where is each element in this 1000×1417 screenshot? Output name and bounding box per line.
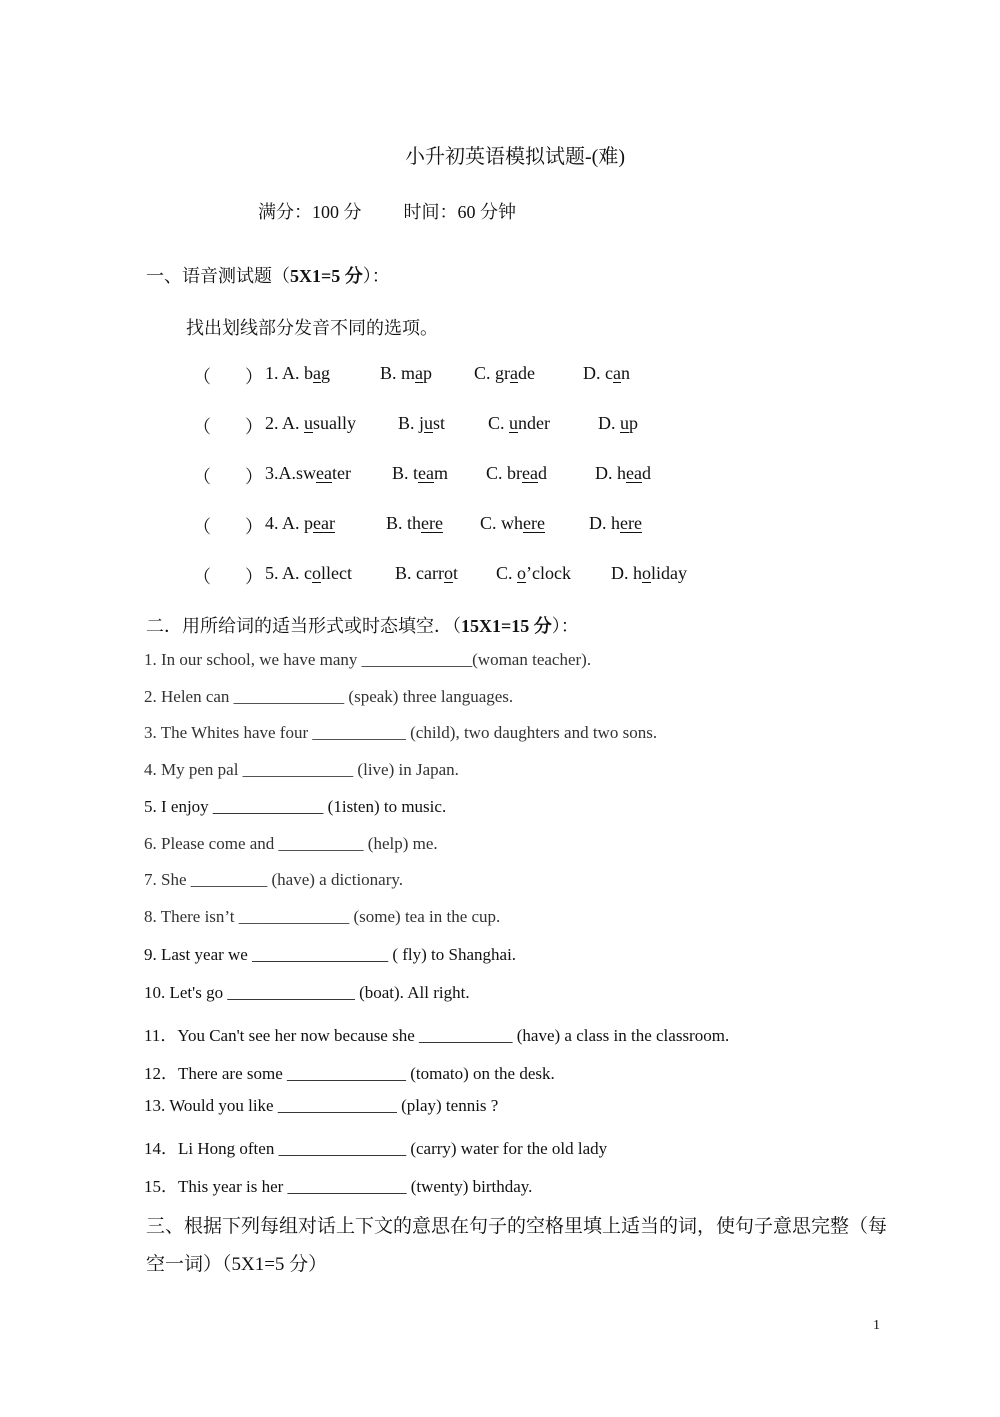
fill-item-1: 1. In our school, we have many _____________(woman teacher). (144, 650, 592, 669)
fill-item-12: 12．There are some ______________ (tomato) on the desk. (144, 1064, 555, 1083)
option-c: C. under (488, 413, 550, 433)
option-b: B. just (398, 413, 446, 433)
fill-item-5: 5. I enjoy _____________ (1isten) to music. (144, 797, 447, 816)
answer-paren-left: （ (193, 417, 211, 437)
fill-item-9: 9. Last year we ________________ ( fly) to Shanghai. (144, 945, 517, 964)
answer-paren-left: （ (193, 467, 211, 487)
answer-paren-right: ） (245, 517, 263, 537)
option-d: D. head (595, 463, 651, 483)
page-number: 1 (873, 1318, 880, 1333)
fill-item-6: 6. Please come and __________ (help) me. (144, 834, 438, 853)
fill-item-13: 13. Would you like ______________ (play) tennis ? (144, 1096, 499, 1115)
option-a: 1. A. bag (265, 363, 331, 383)
option-d: D. up (598, 413, 638, 433)
fill-item-4: 4. My pen pal _____________ (live) in Japan. (144, 760, 459, 779)
section2-heading: 二．用所给词的适当形式或时态填空．（15X1=15 分）： (146, 616, 579, 636)
fill-item-10: 10. Let's go _______________ (boat). All right. (144, 983, 470, 1002)
option-d: D. here (589, 513, 642, 533)
answer-paren-right: ） (245, 467, 263, 487)
option-d: D. can (583, 363, 630, 383)
page-title: 小升初英语模拟试题-(难) (405, 146, 625, 168)
option-c: C. where (480, 513, 545, 533)
fill-item-2: 2. Helen can _____________ (speak) three languages. (144, 687, 514, 706)
option-b: B. map (380, 363, 433, 383)
option-c: C. bread (486, 463, 547, 483)
section2-points: 15X1=15 分 (461, 616, 552, 636)
answer-paren-right: ） (245, 567, 263, 587)
section1-points: 5X1=5 分 (290, 266, 363, 286)
option-a: 5. A. collect (265, 563, 352, 583)
fill-item-7: 7. She _________ (have) a dictionary. (144, 870, 404, 889)
answer-paren-left: （ (193, 517, 211, 537)
section3-heading: 三、根据下列每组对话上下文的意思在句子的空格里填上适当的词，使句子意思完整（每空一词）（5X1=5 分） (146, 1216, 888, 1275)
option-c: C. o’clock (496, 563, 571, 583)
fill-item-15: 15．This year is her ______________ (twenty) birthday. (144, 1177, 533, 1196)
answer-paren-right: ） (245, 367, 263, 387)
option-a: 2. A. usually (265, 413, 357, 433)
section1-instruction: 找出划线部分发音不同的选项。 (186, 318, 438, 338)
time-limit: 时间：60 分钟 (403, 202, 516, 222)
answer-paren-left: （ (193, 567, 211, 587)
exam-meta (258, 198, 516, 224)
answer-paren-right: ） (245, 417, 263, 437)
fill-item-11: 11．You Can't see her now because she ___________ (have) a class in the classroom. (144, 1026, 730, 1045)
fill-item-8: 8. There isn’t _____________ (some) tea in the cup. (144, 907, 501, 926)
option-a: 3.A.sweater (265, 463, 351, 483)
option-b: B. team (392, 463, 449, 483)
fill-item-3: 3. The Whites have four ___________ (child), two daughters and two sons. (144, 723, 658, 742)
full-score: 满分：100 分 (258, 202, 362, 222)
option-b: B. there (386, 513, 443, 533)
option-b: B. carrot (395, 563, 458, 583)
option-d: D. holiday (611, 563, 687, 583)
option-a: 4. A. pear (265, 513, 335, 533)
option-c: C. grade (474, 363, 535, 383)
answer-paren-left: （ (193, 367, 211, 387)
section1-heading: 一、语音测试题（5X1=5 分）： (146, 266, 390, 286)
fill-item-14: 14．Li Hong often _______________ (carry) water for the old lady (144, 1139, 608, 1158)
